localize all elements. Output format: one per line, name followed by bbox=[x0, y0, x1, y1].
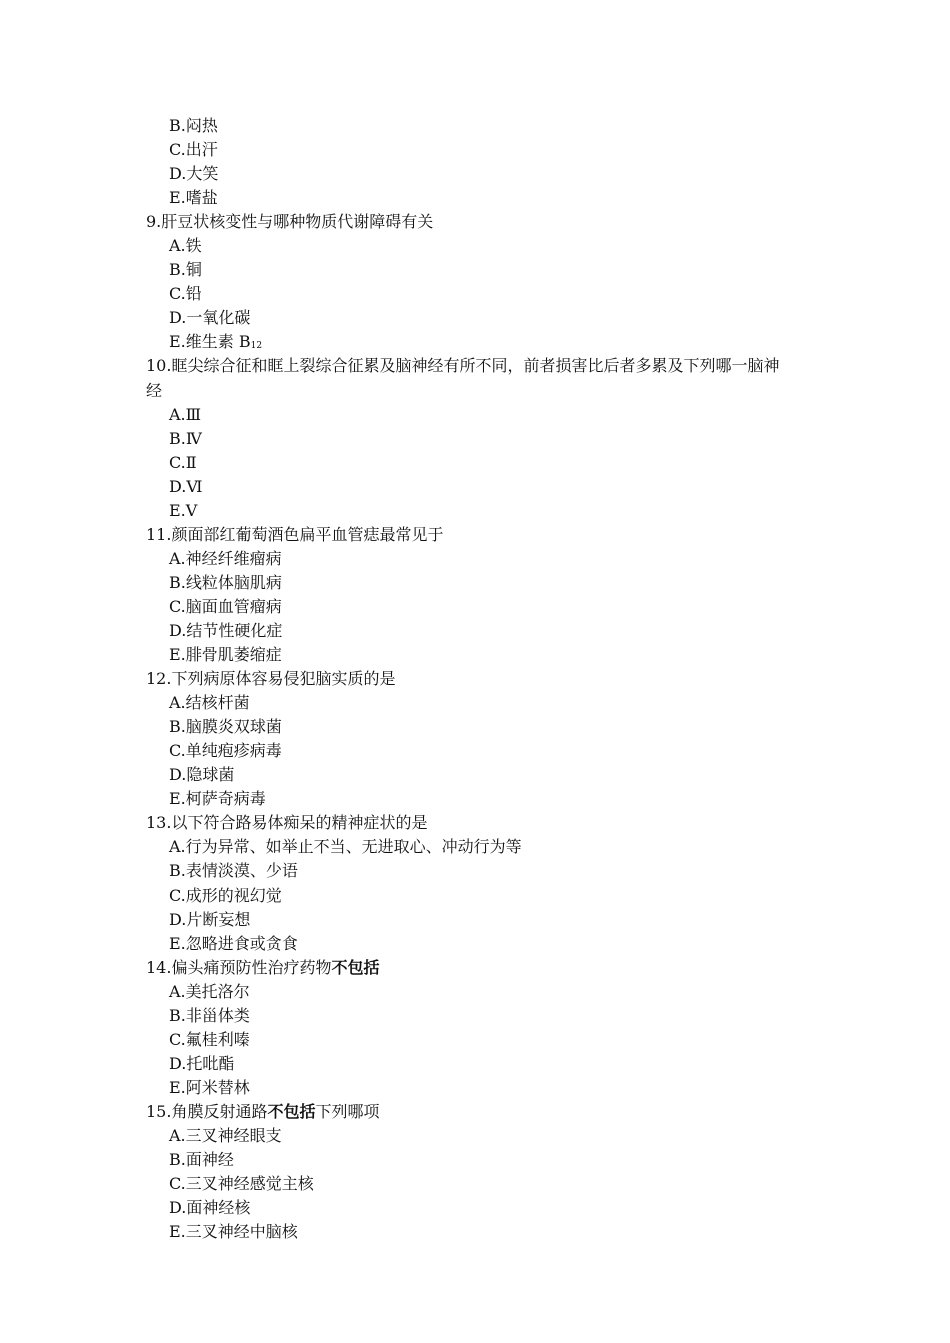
q9-option-c: C.铅 bbox=[169, 284, 202, 304]
question-10-stem-line1: 10.眶尖综合征和眶上裂综合征累及脑神经有所不同，前者损害比后者多累及下列哪一脑神 bbox=[146, 356, 780, 376]
q9-option-d: D.一氧化碳 bbox=[169, 308, 251, 328]
q15-option-b: B.面神经 bbox=[169, 1150, 234, 1170]
q11-option-e: E.腓骨肌萎缩症 bbox=[169, 645, 282, 665]
q13-option-b: B.表情淡漠、少语 bbox=[169, 861, 298, 881]
q10-option-a: A.Ⅲ bbox=[169, 404, 202, 424]
q15-option-c: C.三叉神经感觉主核 bbox=[169, 1174, 314, 1194]
q11-option-a: A.神经纤维瘤病 bbox=[169, 548, 282, 568]
q12-option-a: A.结核杆菌 bbox=[169, 693, 250, 713]
subscript-12: 12 bbox=[250, 341, 263, 352]
q15-option-a: A.三叉神经眼支 bbox=[169, 1125, 282, 1145]
q15-option-e: E.三叉神经中脑核 bbox=[169, 1222, 298, 1242]
q14-stem-text: 14.偏头痛预防性治疗药物 bbox=[146, 957, 332, 977]
q13-option-c: C.成形的视幻觉 bbox=[169, 885, 282, 905]
question-13-stem: 13.以下符合路易体痴呆的精神症状的是 bbox=[146, 813, 428, 833]
q14-option-c: C.氟桂利嗪 bbox=[169, 1029, 250, 1049]
q11-option-b: B.线粒体脑肌病 bbox=[169, 572, 282, 592]
q10-option-b: B.Ⅳ bbox=[169, 428, 202, 448]
q14-option-e: E.阿米替林 bbox=[169, 1077, 250, 1097]
q12-option-b: B.脑膜炎双球菌 bbox=[169, 717, 282, 737]
q12-option-c: C.单纯疱疹病毒 bbox=[169, 741, 282, 761]
q9-option-b: B.铜 bbox=[169, 260, 202, 280]
q13-option-a: A.行为异常、如举止不当、无进取心、冲动行为等 bbox=[169, 837, 522, 857]
document-page bbox=[146, 114, 816, 1244]
q14-option-d: D.托吡酯 bbox=[169, 1053, 235, 1073]
q14-option-b: B.非甾体类 bbox=[169, 1005, 250, 1025]
q15-stem-tail: 下列哪项 bbox=[315, 1101, 380, 1121]
q13-option-d: D.片断妄想 bbox=[169, 909, 251, 929]
question-9-stem: 9.肝豆状核变性与哪种物质代谢障碍有关 bbox=[146, 212, 434, 232]
question-15-stem bbox=[146, 1100, 816, 1124]
q14-option-a: A.美托洛尔 bbox=[169, 981, 250, 1001]
question-14-stem bbox=[146, 956, 816, 980]
question-10-stem-line2: 经 bbox=[146, 380, 163, 400]
q9-option-a: A.铁 bbox=[169, 236, 202, 256]
q10-option-e: E.Ⅴ bbox=[169, 500, 198, 520]
q10-option-d: D.Ⅵ bbox=[169, 476, 203, 496]
option-d: D.大笑 bbox=[169, 164, 219, 184]
q12-option-d: D.隐球菌 bbox=[169, 765, 235, 785]
question-11-stem: 11.颜面部红葡萄酒色扁平血管痣最常见于 bbox=[146, 524, 444, 544]
q15-option-d: D.面神经核 bbox=[169, 1198, 251, 1218]
q11-option-c: C.脑面血管瘤病 bbox=[169, 596, 282, 616]
q14-stem-emphasis: 不包括 bbox=[331, 957, 380, 977]
q9-option-e: E.维生素 $B_{12}$ bbox=[169, 332, 263, 352]
q12-option-e: E.柯萨奇病毒 bbox=[169, 789, 266, 809]
option-c: C.出汗 bbox=[169, 140, 218, 160]
option-e: E.嗜盐 bbox=[169, 188, 218, 208]
q11-option-d: D.结节性硬化症 bbox=[169, 620, 283, 640]
question-12-stem: 12.下列病原体容易侵犯脑实质的是 bbox=[146, 669, 396, 689]
q13-option-e: E.忽略进食或贪食 bbox=[169, 933, 298, 953]
q10-option-c: C.Ⅱ bbox=[169, 452, 197, 472]
q15-stem-text: 15.角膜反射通路 bbox=[146, 1101, 268, 1121]
option-b: B.闷热 bbox=[169, 116, 218, 135]
q15-stem-emphasis: 不包括 bbox=[267, 1101, 316, 1121]
